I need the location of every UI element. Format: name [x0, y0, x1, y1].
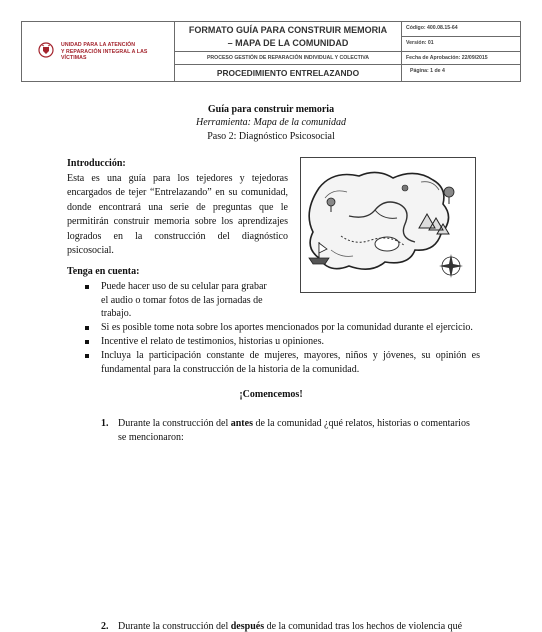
intro-heading: Introducción: — [67, 158, 126, 169]
note-text: Si es posible tome nota sobre los aportes mencionados por la comunidad durante el ejercicio. — [101, 322, 473, 333]
bullet-icon — [85, 326, 89, 330]
page-cell — [402, 65, 520, 81]
note-text: Incentive el relato de testimonios, historias u opiniones. — [101, 336, 325, 347]
notes-heading: Tenga en cuenta: — [67, 266, 140, 277]
coat-of-arms-icon — [38, 42, 54, 58]
organization-line-1: UNIDAD PARA LA ATENCIÓN — [61, 42, 136, 48]
question-keyword: después — [230, 621, 265, 632]
code-cell — [402, 22, 520, 37]
note-item — [101, 335, 481, 349]
process-name: PROCESO GESTIÓN DE REPARACIÓN INDIVIDUAL Y COLECTIVA — [206, 55, 370, 61]
organization-name — [61, 42, 174, 62]
question-item — [101, 620, 480, 632]
document-version: Versión: 01 — [406, 40, 434, 46]
treasure-map-image — [300, 157, 476, 293]
version-cell — [402, 37, 520, 52]
step-subtitle: Paso 2: Diagnóstico Psicosocial — [207, 131, 335, 142]
treasure-map-icon — [301, 158, 475, 292]
approval-date: Fecha de Aprobación: 22/09/2015 — [406, 55, 488, 61]
question-text-end: de la comunidad tras los hechos de violencia qué — [264, 621, 463, 632]
organization-line-2: Y REPARACIÓN INTEGRAL A LAS VÍCTIMAS — [61, 48, 148, 61]
note-item — [101, 280, 276, 321]
format-title-line-1: FORMATO GUÍA PARA CONSTRUIR MEMORIA — [188, 25, 388, 35]
bullet-icon — [85, 340, 89, 344]
approval-cell — [402, 52, 520, 65]
note-item — [101, 349, 480, 376]
tool-subtitle: Herramienta: Mapa de la comunidad — [196, 117, 346, 128]
document-header — [21, 21, 521, 82]
start-heading: ¡Comencemos! — [239, 389, 303, 400]
question-text-start: Durante la construcción del — [118, 418, 231, 429]
bullet-icon — [85, 354, 89, 358]
note-item — [101, 321, 481, 335]
question-text-start: Durante la construcción del — [118, 621, 231, 632]
note-text: Incluya la participación constante de mujeres, mayores, niños y jóvenes, su opinión es fundamental para la construcción de la historia de la comunidad. — [101, 350, 480, 375]
page-number: Página: 1 de 4 — [410, 68, 445, 74]
question-keyword: antes — [230, 418, 253, 429]
question-number: 2. — [101, 621, 109, 632]
procedure-cell — [175, 65, 402, 81]
intro-paragraph: Esta es una guía para los tejedores y tejedoras encargados de tejer “Entrelazando” en su comunidad, donde encontrará una serie de preguntas que le permitirán construir memoria sobre los aprendizajes logrados en la construcción del diagnóstico psicosocial. — [67, 173, 288, 257]
question-text-end: de la comunidad ¿qué relatos, historias o comentarios se mencionaron: — [118, 418, 470, 443]
guide-title: Guía para construir memoria — [207, 104, 335, 115]
format-title-line-2: – MAPA DE LA COMUNIDAD — [227, 38, 349, 48]
format-title-cell — [175, 22, 402, 52]
document-code: Código: 400.08.15-64 — [406, 25, 458, 31]
logo-cell — [22, 22, 175, 81]
procedure-name: PROCEDIMIENTO ENTRELAZANDO — [216, 68, 360, 78]
question-number: 1. — [101, 418, 109, 429]
note-text: Puede hacer uso de su celular para grabar el audio o tomar fotos de las jornadas de trabajo. — [101, 281, 267, 319]
process-cell — [175, 52, 402, 65]
bullet-icon — [85, 285, 89, 289]
question-item — [101, 417, 480, 444]
